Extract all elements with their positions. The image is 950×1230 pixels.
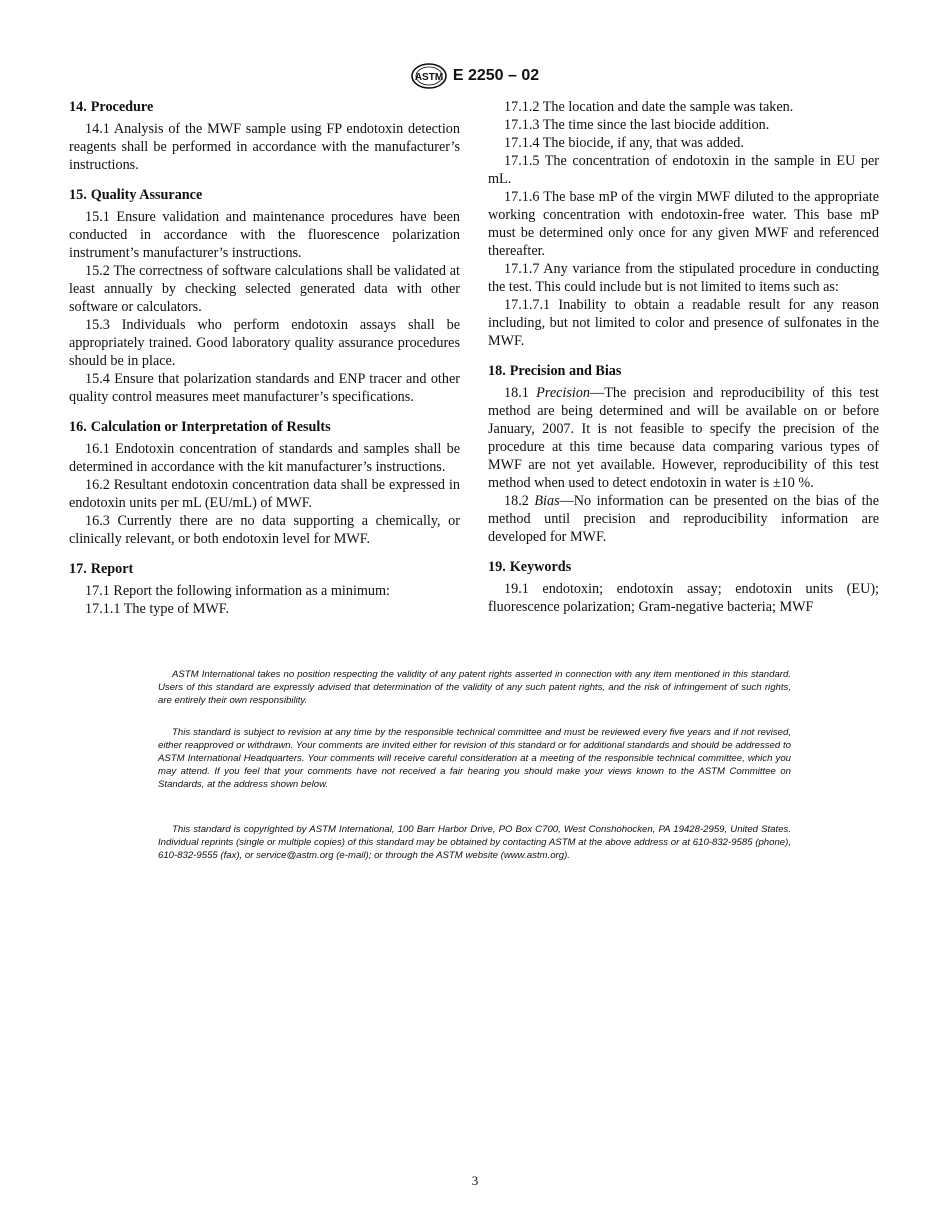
paragraph: 15.2 The correctness of software calculations shall be validated at least annually by checking selected generated data with other software or calculators. [69,263,460,315]
paragraph-bias [488,492,879,546]
section-15 [69,186,460,406]
paragraph-number: 18.1 [504,385,529,401]
paragraph: 15.1 Ensure validation and maintenance procedures have been conducted in accordance with the fluorescence polarization instrument’s manufacturer’s instructions. [69,209,460,261]
section-title: Calculation or Interpretation of Results [90,419,331,435]
section-heading [488,362,879,380]
section-16 [69,418,460,548]
section-heading [69,560,460,578]
paragraph: 16.3 Currently there are no data supporting a chemically, or clinically relevant, or both endotoxin level for MWF. [69,513,460,547]
section-heading [69,418,460,436]
right-column [488,98,879,628]
paragraph: 16.2 Resultant endotoxin concentration data shall be expressed in endotoxin units per mL (EU/mL) of MWF. [69,477,460,511]
section-heading [488,558,879,576]
section-title: Keywords [509,559,572,575]
term-precision: Precision [536,385,591,401]
paragraph-number: 18.2 [504,493,529,509]
paragraph: 15.3 Individuals who perform endotoxin assays shall be appropriately trained. Good laboratory quality assurance procedures should be in place. [69,317,460,369]
paragraph: 17.1.2 The location and date the sample was taken. [504,99,794,115]
section-number: 16. [69,419,87,435]
section-title: Procedure [90,99,154,115]
paragraph: 19.1 endotoxin; endotoxin assay; endotoxin units (EU); fluorescence polarization; Gram-negative bacteria; MWF [488,581,879,615]
section-heading [69,98,460,116]
paragraph: 15.4 Ensure that polarization standards and ENP tracer and other quality control measures meet manufacturer’s specifications. [69,371,460,405]
section-number: 18. [488,363,506,379]
section-title: Quality Assurance [90,187,203,203]
paragraph: 17.1.6 The base mP of the virgin MWF diluted to the appropriate working concentration with endotoxin-free water. This base mP must be determined only once for any given MWF and referenced thereafter. [488,189,879,259]
section-17-continued [488,98,879,350]
paragraph: 17.1.4 The biocide, if any, that was added. [504,135,744,151]
section-14 [69,98,460,174]
svg-text:ASTM: ASTM [414,72,444,83]
page-number: 3 [471,1173,479,1188]
page-header [0,62,950,90]
paragraph: 17.1.5 The concentration of endotoxin in the sample in EU per mL. [488,153,879,187]
paragraph: 17.1.1 The type of MWF. [85,601,230,617]
paragraph: 17.1 Report the following information as a minimum: [85,583,390,599]
term-bias: Bias [534,493,560,509]
paragraph-text: —No information can be presented on the bias of the method until precision and reproducibility information are developed for MWF. [488,493,879,545]
section-title: Precision and Bias [509,363,622,379]
revision-notice: This standard is subject to revision at any time by the responsible technical committee and must be reviewed every five years and if not revised, either reapproved or withdrawn. Your comments are invited either for revision of this standard or for additional standards and should be addressed to ASTM International Headquarters. Your comments will receive careful consideration at a meeting of the responsible technical committee, which you may attend. If you feel that your comments have not received a fair hearing you should make your views known to the ASTM Committee on Standards, at the address shown below. [158,727,791,790]
section-number: 14. [69,99,87,115]
patent-notice: ASTM International takes no position respecting the validity of any patent rights asserted in connection with any item mentioned in this standard. Users of this standard are expressly advised that determination of the validity of any such patent rights, and the risk of infringement of such rights, are entirely their own responsibility. [158,669,791,706]
astm-logo-icon [411,63,447,89]
left-column [69,98,460,630]
section-17 [69,560,460,618]
standard-designation: E 2250 – 02 [452,67,540,84]
section-18 [488,362,879,546]
paragraph: 16.1 Endotoxin concentration of standards and samples shall be determined in accordance with the kit manufacturer’s instructions. [69,441,460,475]
paragraph-text: —The precision and reproducibility of this test method are being determined and will be available on or before January, 2007. It is not feasible to specify the precision of the procedure at this time because data comparing various types of MWF are not yet available. However, reproducibility of this test method when used to detect endotoxin in water is ±10 %. [488,385,879,491]
section-title: Report [90,561,134,577]
section-19 [488,558,879,616]
section-heading [69,186,460,204]
copyright-notice: This standard is copyrighted by ASTM International, 100 Barr Harbor Drive, PO Box C700, West Conshohocken, PA 19428-2959, United States. Individual reprints (single or multiple copies) of this standard may be obtained by contacting ASTM at the above address or at 610-832-9585 (phone), 610-832-9555 (fax), or service@astm.org (e-mail); or through the ASTM website (www.astm.org). [158,824,791,861]
paragraph: 17.1.7.1 Inability to obtain a readable result for any reason including, but not limited to color and presence of sulfonates in the MWF. [488,297,879,349]
paragraph: 17.1.7 Any variance from the stipulated procedure in conducting the test. This could include but is not limited to items such as: [488,261,879,295]
paragraph: 14.1 Analysis of the MWF sample using FP endotoxin detection reagents shall be performed in accordance with the manufacturer’s instructions. [69,121,460,173]
section-number: 19. [488,559,506,575]
section-number: 15. [69,187,87,203]
paragraph: 17.1.3 The time since the last biocide addition. [504,117,770,133]
paragraph-precision [488,384,879,492]
section-number: 17. [69,561,87,577]
